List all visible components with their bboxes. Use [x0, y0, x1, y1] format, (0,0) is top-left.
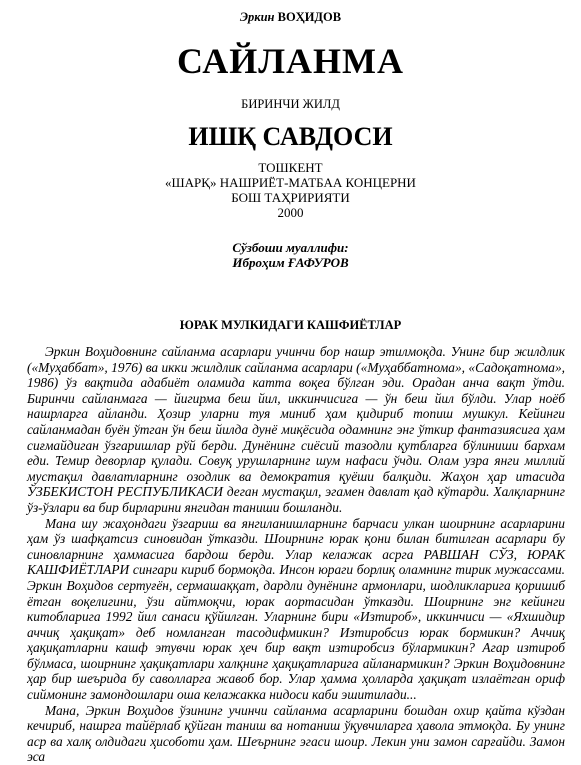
author-last-name: ВОҲИДОВ [277, 10, 342, 24]
foreword-author: Иброҳим ҒАФУРОВ [232, 255, 349, 270]
section-heading: ЮРАК МУЛКИДАГИ КАШФИЁТЛАР [179, 318, 402, 332]
publisher-city: ТОШКЕНТ [258, 160, 323, 175]
foreword-label: Сўзбоши муаллифи: [232, 240, 349, 255]
foreword-credit [0, 240, 581, 270]
body-text [27, 344, 565, 765]
volume-label: БИРИНЧИ ЖИЛД [241, 97, 340, 111]
author-first-name: Эркин [239, 10, 275, 24]
publisher-office: БОШ ТАҲРИРИЯТИ [231, 190, 350, 205]
publisher-house: «ШАРҚ» НАШРИЁТ-МАТБАА КОНЦЕРНИ [165, 175, 416, 190]
publisher-block [0, 160, 581, 220]
paragraph: Эркин Воҳидовнинг сайланма асарлари учинчи бор нашр этилмоқда. Унинг бир жилдлик («Муҳаббат», 1976) ва икки жилдлик сайланма асарлари («Муҳаббатнома», «Садоқатнома», 1986) ўз вақтида адабиёт оламида катта воқеа бўлган эди. Орадан анча вақт ўтди. Биринчи сайланмага — йигирма беш йил, иккинчисига — ўн беш йил бўлди. Улар ноёб нашрларга айланди. Ҳозир уларни туя миниб ҳам қидириб топиш мушкул. Кейинги сайланмадан буён ўтган ўн беш йилда дунё миқёсида одамнинг энг ўткир фантазиясига ҳам сиғмайдиган ўзгаришлар рўй берди. Дунёнинг сиёсий тазодли қутбларга бўлиниши бархам еди. Темир деворлар қулади. Совуқ урушларнинг шум нафаси ўчди. Олам узра янги миллий мустақил давлатларнинг озодлик ва демократия қуёши балқиди. Жаҳон ҳар итасида ЎЗБЕКИСТОН РЕСПУБЛИКАСИ деган мустақил, эгамен давлат қад кўтарди. Халқларнинг ўз-ўзлари ва бир бирларини янгидан таниши бошланди. [27, 344, 565, 515]
book-title: САЙЛАНМА [176, 41, 404, 81]
publication-year: 2000 [277, 205, 304, 220]
paragraph: Мана, Эркин Воҳидов ўзининг учинчи сайланма асарларини бошдан охир қайта кўздан кечириб, нашрга тайёрлаб қўйган таниш ва нотаниш ўқувчиларга ҳавола этмоқда. Бу унинг аср ва халқ олдидаги ҳисоботи ҳам. Шеърнинг эгаси шоир. Лекин уни замон сарғайди. Замон эса [27, 702, 565, 765]
author-name [0, 10, 581, 25]
book-subtitle: ИШҚ САВДОСИ [188, 122, 393, 151]
paragraph: Мана шу жаҳондаги ўзгариш ва янгиланишларнинг барчаси улкан шоирнинг асарларини ҳам ўз шафқатсиз синовидан ўтказди. Шоирнинг юрак қони билан битилган асарлари бу синовларнинг ҳаммасига бардош берди. Улар келажак асрга РАВШАН СЎЗ, ЮРАК КАШФИЁТЛАРИ сингари кириб бормоқда. Инсон юраги борлиқ оламнинг тирик мужассами. Эркин Воҳидов сертуғён, сермашаққат, дардли дунёнинг армонлари, шодликларига қоришиб ётган воқелигини, ўзи айтмоқчи, юрак аортасидан ўтказди. Шоирнинг энг кейинги китобларига 1992 йил санаси қўйилган. Уларнинг бири «Изтироб», иккинчиси — «Яхшидир аччиқ ҳақиқат» деб номланган тасодифмикин? Изтиробсиз юрак бормикин? Аччиқ ҳақиқатларни кашф этувчи юрак ҳеч бир вақт изтиробсиз бўлармикин? Агар изтироб бўлмаса, шоирнинг ҳақиқатлари халқнинг ҳақиқатларига айланармикин? Эркин Воҳидовнинг ҳар бир шеърида бу саволларга жавоб бор. Улар ҳамма ҳолларда ҳақиқат излаётган ориф сиймонинг замондошлари оша келажакка нидоси каби эшитилади... [27, 515, 565, 703]
